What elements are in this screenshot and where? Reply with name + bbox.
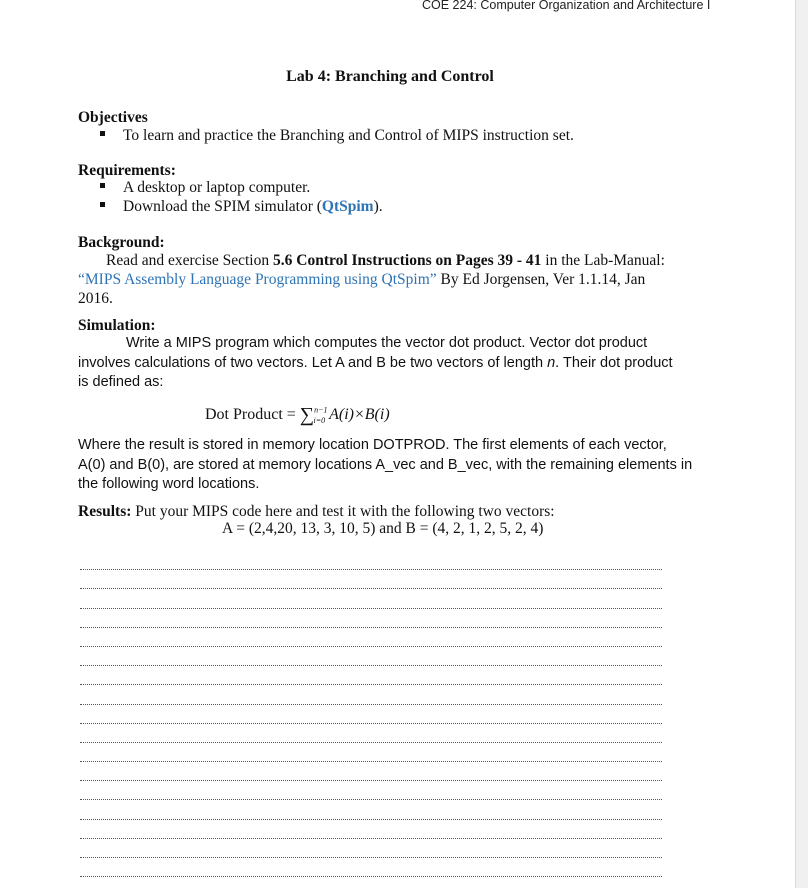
viewer-scroll-edge[interactable] bbox=[795, 0, 808, 888]
answer-line bbox=[80, 820, 662, 839]
test-vectors: A = (2,4,20, 13, 3, 10, 5) and B = (4, 2, 1, 2, 5, 2, 4) bbox=[222, 520, 544, 537]
simulation-after-line-1: Where the result is stored in memory location DOTPROD. The first elements of each vector, bbox=[78, 437, 667, 453]
sigma-symbol: ∑ bbox=[299, 404, 315, 426]
background-line-3: 2016. bbox=[78, 290, 113, 307]
answer-line bbox=[80, 800, 662, 819]
qtspim-link[interactable]: QtSpim bbox=[321, 198, 374, 215]
bullet-icon bbox=[100, 183, 105, 188]
objective-item: To learn and practice the Branching and Control of MIPS instruction set. bbox=[100, 126, 574, 145]
simulation-after-line-2: A(0) and B(0), are stored at memory locations A_vec and B_vec, with the remaining elements in bbox=[78, 457, 693, 473]
answer-line bbox=[80, 609, 662, 628]
simulation-after-line-3: the following word locations. bbox=[78, 476, 260, 492]
requirements-heading: Requirements: bbox=[78, 162, 176, 179]
answer-line bbox=[80, 839, 662, 858]
answer-line bbox=[80, 705, 662, 724]
background-heading: Background: bbox=[78, 234, 165, 251]
answer-line bbox=[80, 781, 662, 800]
results-heading: Results: bbox=[78, 503, 132, 520]
answer-line bbox=[80, 570, 662, 589]
background-line-2: “MIPS Assembly Language Programming using QtSpim” By Ed Jorgensen, Ver 1.1.14, Jan bbox=[78, 271, 646, 288]
bullet-icon bbox=[100, 131, 105, 136]
results-line: Results: Put your MIPS code here and test it with the following two vectors: bbox=[78, 503, 555, 520]
page-header: COE 224: Computer Organization and Architecture I bbox=[422, 0, 711, 12]
simulation-line-1: Write a MIPS program which computes the vector dot product. Vector dot product bbox=[126, 335, 648, 351]
answer-line bbox=[80, 743, 662, 762]
answer-line bbox=[80, 551, 662, 570]
objectives-heading: Objectives bbox=[78, 109, 148, 126]
answer-line bbox=[80, 762, 662, 781]
answer-line bbox=[80, 858, 662, 877]
simulation-heading: Simulation: bbox=[78, 317, 156, 334]
answer-line bbox=[80, 647, 662, 666]
requirement-item: Download the SPIM simulator (QtSpim). bbox=[100, 197, 383, 216]
simulation-line-3: is defined as: bbox=[78, 374, 164, 390]
answer-line bbox=[80, 589, 662, 608]
answer-line bbox=[80, 628, 662, 647]
answer-line bbox=[80, 724, 662, 743]
requirement-item: A desktop or laptop computer. bbox=[100, 178, 310, 197]
answer-line bbox=[80, 666, 662, 685]
answer-line bbox=[80, 685, 662, 704]
bullet-icon bbox=[100, 202, 105, 207]
simulation-line-2: involves calculations of two vectors. Let A and B be two vectors of length n. Their dot product bbox=[78, 355, 673, 371]
dot-product-formula: Dot Product = ∑$^{n-1}_{i=0}$ A(i)×B(i) bbox=[205, 404, 390, 426]
answer-area[interactable] bbox=[80, 551, 662, 877]
lab-manual-link[interactable]: “MIPS Assembly Language Programming using QtSpim” bbox=[78, 271, 437, 288]
background-line-1: Read and exercise Section 5.6 Control Instructions on Pages 39 - 41 in the Lab-Manual: bbox=[106, 252, 665, 269]
lab-title: Lab 4: Branching and Control bbox=[286, 68, 494, 85]
